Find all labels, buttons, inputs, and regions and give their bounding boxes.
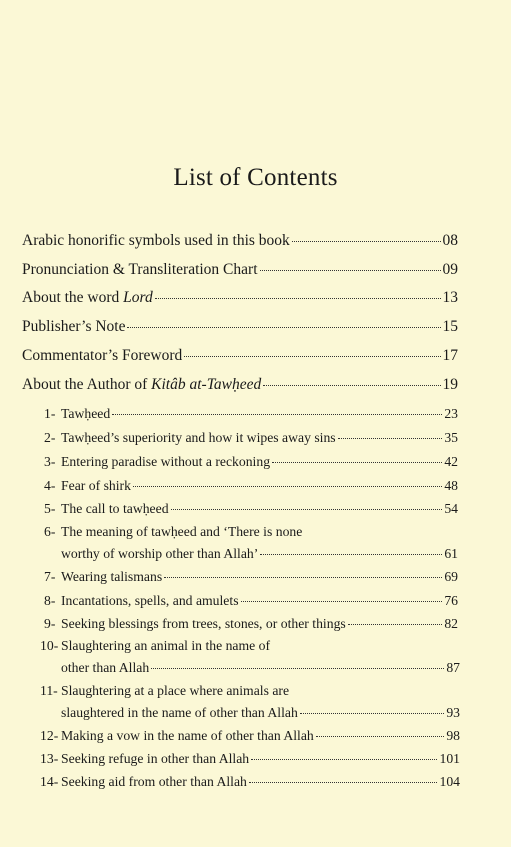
dot-leader xyxy=(171,508,443,510)
chapter-page-number: 42 xyxy=(444,454,458,469)
toc-page-number: 09 xyxy=(442,261,458,278)
chapter-label: Seeking refuge in other than Allah xyxy=(61,751,250,766)
chapter-number: 9- xyxy=(44,616,56,631)
chapter-number: 1- xyxy=(44,406,56,421)
chapter-label: Seeking blessings from trees, stones, or other things xyxy=(61,616,346,631)
chapter-label: slaughtered in the name of other than Allah xyxy=(61,705,298,720)
toc-page-number: 08 xyxy=(442,232,458,249)
chapter-number: 2- xyxy=(44,430,56,445)
chapter-label: Incantations, spells, and amulets xyxy=(61,593,239,608)
dot-leader xyxy=(241,600,443,602)
chapter-entry xyxy=(61,406,458,422)
dot-leader xyxy=(272,461,442,463)
dot-leader xyxy=(249,781,438,783)
chapter-label-line1: The meaning of tawḥeed and ‘There is none xyxy=(61,524,303,539)
chapter-label: Entering paradise without a reckoning xyxy=(61,454,271,469)
dot-leader xyxy=(133,485,442,487)
chapter-page-number: 61 xyxy=(444,546,458,561)
toc-entry xyxy=(22,318,458,336)
chapter-entry xyxy=(61,430,458,446)
dot-leader xyxy=(112,413,442,415)
chapter-entry xyxy=(61,660,460,676)
chapter-label-line1: Slaughtering at a place where animals are xyxy=(61,683,290,698)
dot-leader xyxy=(300,712,445,714)
chapter-entry xyxy=(61,728,460,744)
chapter-entry xyxy=(61,705,460,721)
toc-entry xyxy=(22,376,458,394)
chapter-number: 4- xyxy=(44,478,56,493)
chapter-number: 6- xyxy=(44,524,56,539)
chapter-number: 11- xyxy=(40,683,58,698)
chapter-page-number: 76 xyxy=(444,593,458,608)
toc-entry-label: About the word Lord xyxy=(22,289,153,306)
dot-leader xyxy=(292,240,441,242)
chapter-entry xyxy=(61,546,458,562)
dot-leader xyxy=(260,269,441,271)
toc-entry-label: Pronunciation & Transliteration Chart xyxy=(22,261,258,278)
chapter-entry xyxy=(61,616,458,632)
toc-page-number: 13 xyxy=(442,289,458,306)
toc-entry-label: Publisher’s Note xyxy=(22,318,126,335)
chapter-entry xyxy=(61,751,460,767)
chapter-page-number: 48 xyxy=(444,478,458,493)
chapter-number: 5- xyxy=(44,501,56,516)
toc-entry-label: Commentator’s Foreword xyxy=(22,347,183,364)
dot-leader xyxy=(260,553,442,555)
italic-title: Kitâb at-Tawḥeed xyxy=(151,376,262,393)
chapter-label: Wearing talismans xyxy=(61,569,163,584)
chapter-page-number: 82 xyxy=(444,616,458,631)
dot-leader xyxy=(338,437,443,439)
dot-leader xyxy=(316,735,445,737)
dot-leader xyxy=(348,623,443,625)
chapter-page-number: 69 xyxy=(444,569,458,584)
chapter-number: 7- xyxy=(44,569,56,584)
chapter-number: 8- xyxy=(44,593,56,608)
toc-entry-label: Arabic honorific symbols used in this book xyxy=(22,232,290,249)
page-title: List of Contents xyxy=(173,164,338,191)
toc-entry xyxy=(22,232,458,250)
chapter-number: 13- xyxy=(40,751,59,766)
dot-leader xyxy=(251,758,437,760)
chapter-page-number: 104 xyxy=(439,774,460,789)
toc-page-number: 17 xyxy=(442,347,458,364)
chapter-label: The call to tawḥeed xyxy=(61,501,169,516)
chapter-label: Fear of shirk xyxy=(61,478,131,493)
toc-entry-label: About the Author of Kitâb at-Tawḥeed xyxy=(22,376,262,393)
dot-leader xyxy=(184,355,440,357)
chapter-number: 12- xyxy=(40,728,59,743)
chapter-page-number: 98 xyxy=(446,728,460,743)
chapter-number: 3- xyxy=(44,454,56,469)
italic-title: Lord xyxy=(123,289,153,306)
chapter-entry xyxy=(61,501,458,517)
chapter-label: other than Allah xyxy=(61,660,150,675)
chapter-label: worthy of worship other than Allah’ xyxy=(61,546,259,561)
toc-entry xyxy=(22,261,458,279)
toc-page-number: 15 xyxy=(442,318,458,335)
chapter-label-line1: Slaughtering an animal in the name of xyxy=(61,638,271,653)
chapter-entry xyxy=(61,774,460,790)
toc-entry xyxy=(22,289,458,307)
toc-page-number: 19 xyxy=(442,376,458,393)
dot-leader xyxy=(155,297,441,299)
chapter-number: 10- xyxy=(40,638,59,653)
dot-leader xyxy=(263,384,440,386)
chapter-page-number: 101 xyxy=(439,751,460,766)
dot-leader xyxy=(164,576,442,578)
chapter-entry xyxy=(61,569,458,585)
chapter-page-number: 87 xyxy=(446,660,460,675)
dot-leader xyxy=(151,667,444,669)
chapter-page-number: 23 xyxy=(444,406,458,421)
chapter-label: Seeking aid from other than Allah xyxy=(61,774,247,789)
chapter-entry xyxy=(61,593,458,609)
dot-leader xyxy=(127,326,440,328)
chapter-page-number: 54 xyxy=(444,501,458,516)
chapter-label: Tawḥeed’s superiority and how it wipes away sins xyxy=(61,430,336,445)
chapter-number: 14- xyxy=(40,774,59,789)
chapter-label: Making a vow in the name of other than Allah xyxy=(61,728,314,743)
toc-entry xyxy=(22,347,458,365)
chapter-page-number: 93 xyxy=(446,705,460,720)
chapter-entry xyxy=(61,478,458,494)
chapter-entry xyxy=(61,454,458,470)
chapter-page-number: 35 xyxy=(444,430,458,445)
chapter-label: Tawḥeed xyxy=(61,406,111,421)
